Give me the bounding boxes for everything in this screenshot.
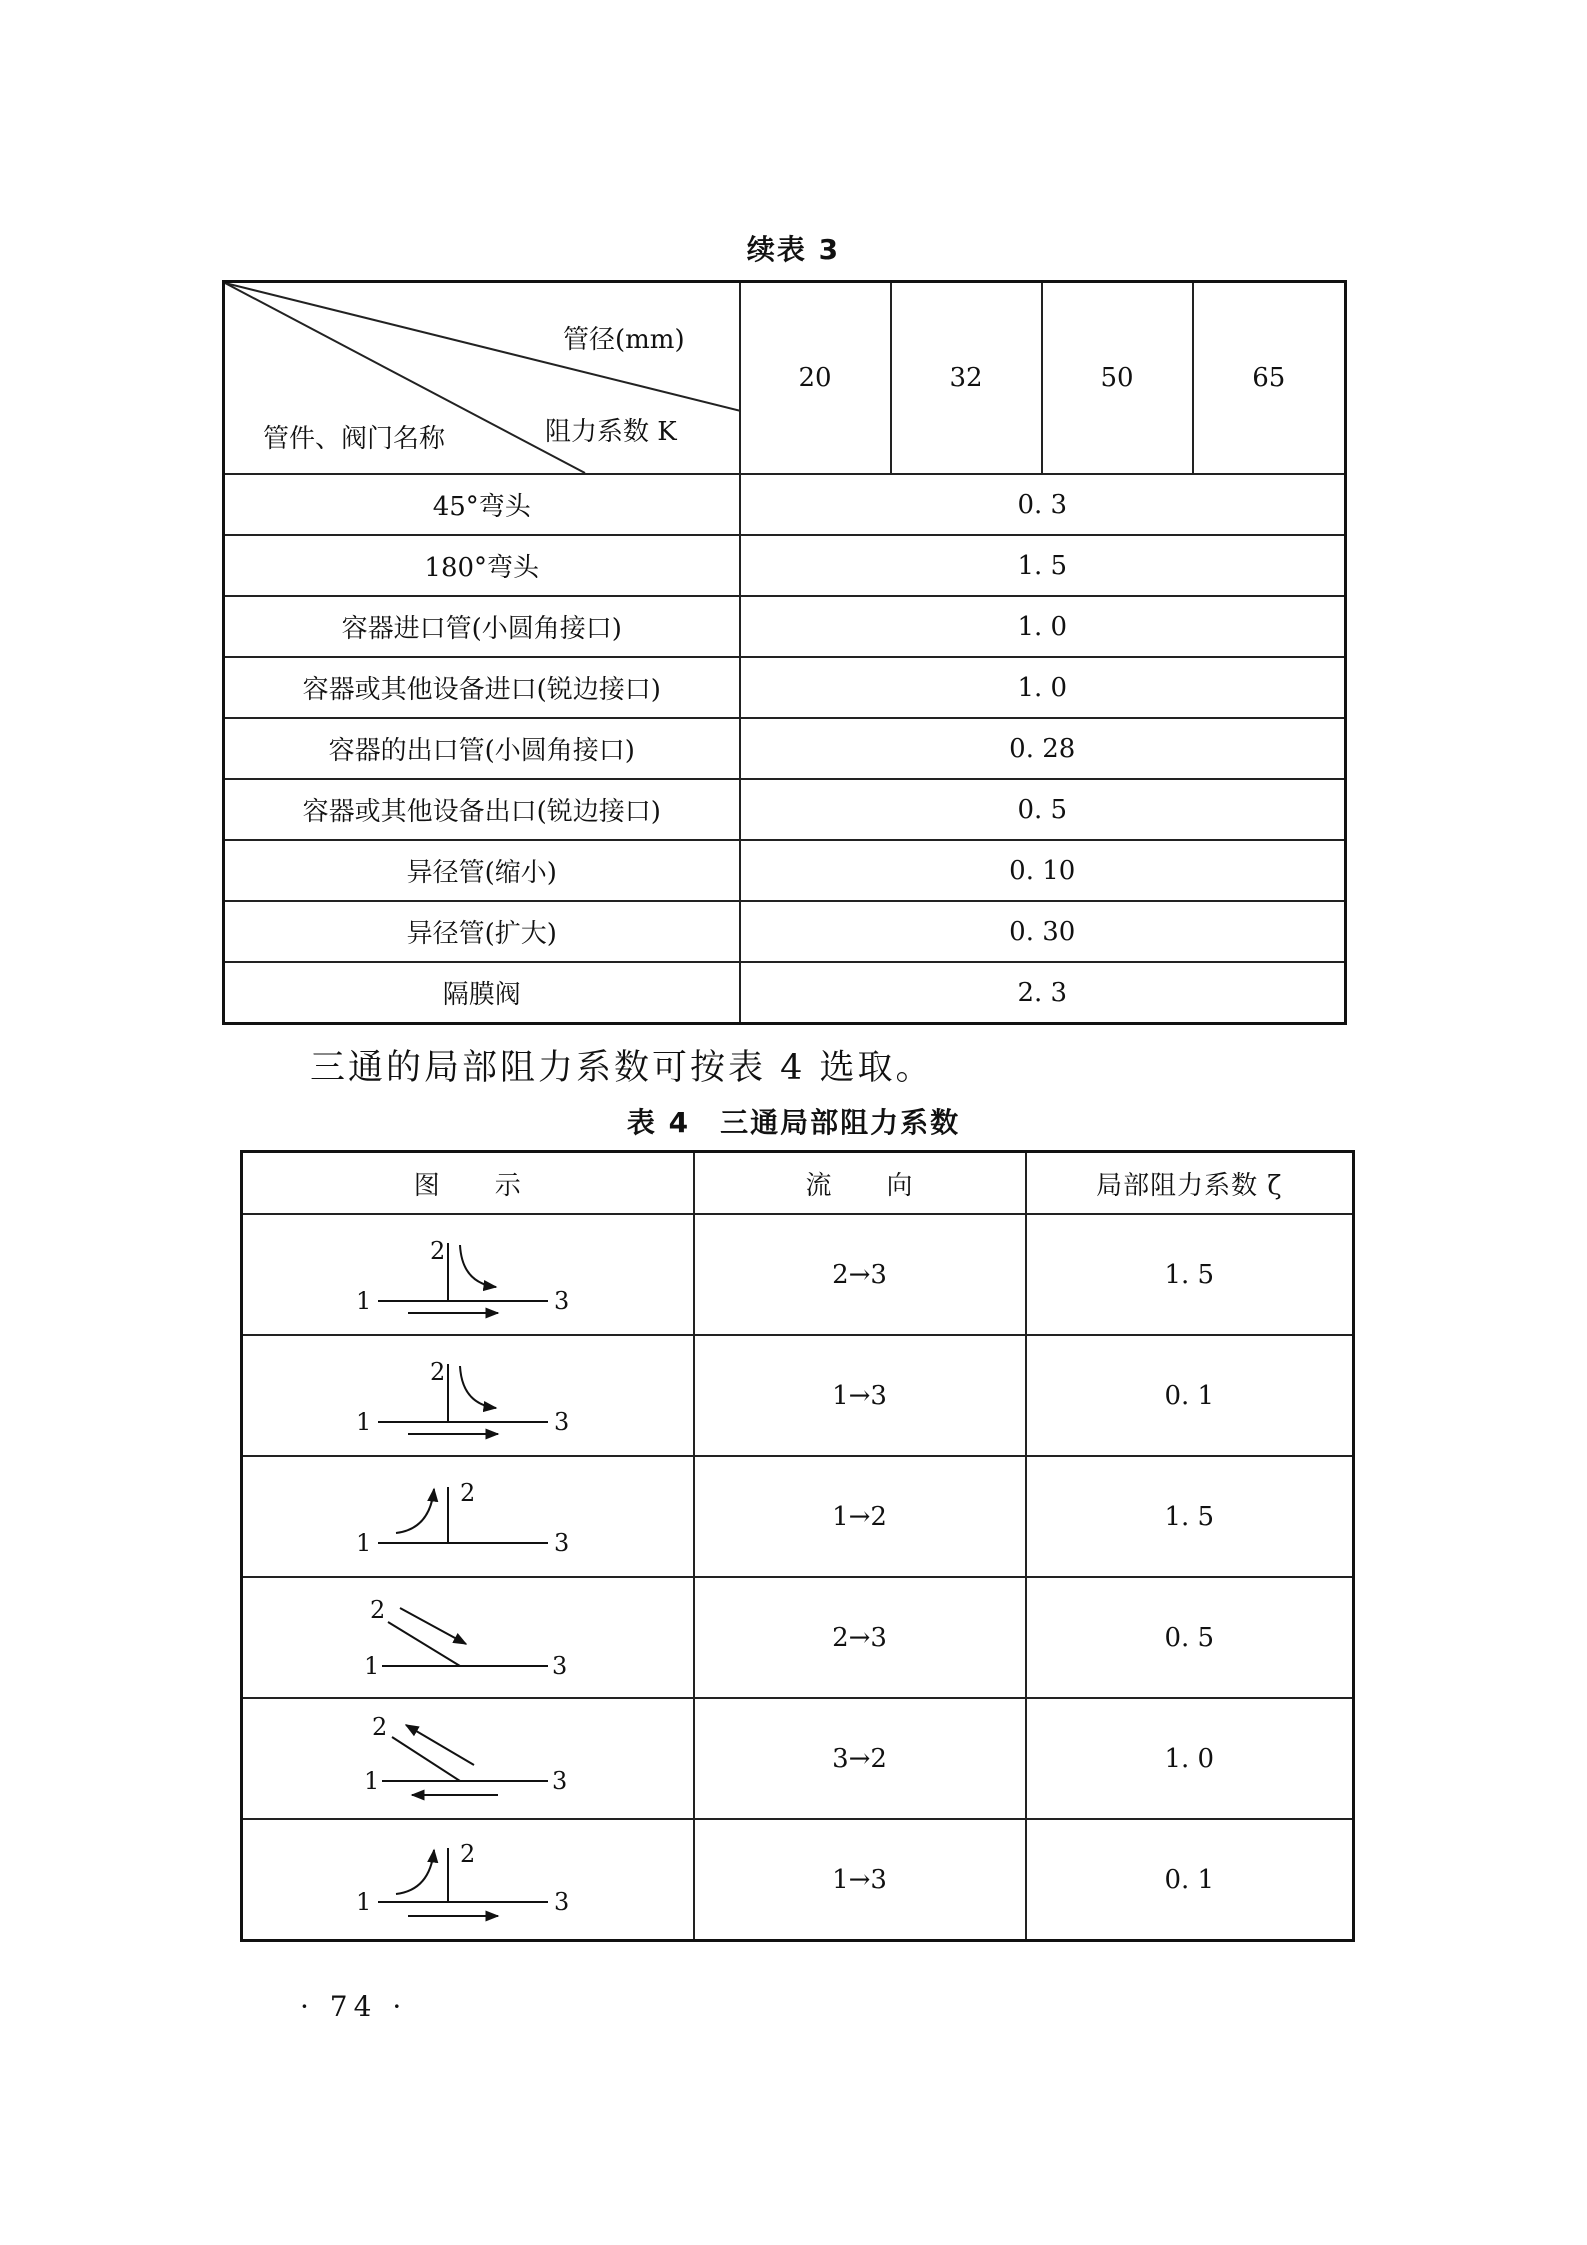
tee-diagram-icon [348,1709,588,1809]
tee-diagram-icon [348,1830,588,1930]
k-value: 0. 30 [740,901,1346,962]
k-value: 1. 5 [740,535,1346,596]
flow-direction: 1→2 [694,1456,1026,1577]
tee-diagram-icon [348,1225,588,1325]
header-coefficient: 局部阻力系数 ζ [1026,1152,1354,1215]
diameter-20: 20 [740,282,891,475]
diagram-cell [242,1698,694,1819]
table-row [242,1335,1354,1456]
fitting-name: 容器或其他设备进口(锐边接口) [224,657,740,718]
diagram-cell [242,1577,694,1698]
diameter-32: 32 [891,282,1042,475]
flow-direction: 3→2 [694,1698,1026,1819]
k-value: 2. 3 [740,962,1346,1024]
flow-direction: 1→3 [694,1335,1026,1456]
k-value: 0. 28 [740,718,1346,779]
tee-diagram-icon [348,1467,588,1567]
k-value: 1. 0 [740,596,1346,657]
table-row [224,657,1346,718]
flow-direction: 2→3 [694,1214,1026,1335]
fitting-name: 容器或其他设备出口(锐边接口) [224,779,740,840]
zeta-value: 1. 5 [1026,1214,1354,1335]
table-row [224,596,1346,657]
fitting-name: 容器的出口管(小圆角接口) [224,718,740,779]
table-row [224,474,1346,535]
zeta-value: 1. 5 [1026,1456,1354,1577]
table3-caption: 续表 3 [746,233,841,266]
label-3: 3 [553,1286,570,1315]
table-row [242,1214,1354,1335]
fitting-name: 异径管(扩大) [224,901,740,962]
label-3: 3 [551,1766,568,1795]
label-3: 3 [553,1887,570,1916]
table-row [242,1819,1354,1941]
diagram-cell [242,1335,694,1456]
k-value: 1. 0 [740,657,1346,718]
zeta-value: 0. 1 [1026,1819,1354,1941]
label-3: 3 [551,1651,568,1680]
label-1: 1 [355,1887,372,1916]
label-1: 1 [355,1407,372,1436]
page-number: · 74 · [300,1990,408,2023]
table-row [242,1577,1354,1698]
flow-direction: 1→3 [694,1819,1026,1941]
table-row [224,718,1346,779]
label-2: 2 [429,1357,446,1386]
label-2: 2 [371,1712,388,1741]
table-row [224,779,1346,840]
zeta-value: 0. 1 [1026,1335,1354,1456]
fitting-name: 容器进口管(小圆角接口) [224,596,740,657]
coefficient-label: 阻力系数 K [545,417,677,447]
header-flow: 流 向 [694,1152,1026,1215]
label-2: 2 [369,1595,386,1624]
k-value: 0. 5 [740,779,1346,840]
table-row [224,962,1346,1024]
label-1: 1 [355,1286,372,1315]
k-value: 0. 3 [740,474,1346,535]
diagram-cell [242,1456,694,1577]
fitting-name: 隔膜阀 [224,962,740,1024]
label-1: 1 [355,1528,372,1557]
table-row [224,535,1346,596]
fitting-name: 45°弯头 [224,474,740,535]
tee-diagram-icon [348,1346,588,1446]
flow-direction: 2→3 [694,1577,1026,1698]
fitting-name: 异径管(缩小) [224,840,740,901]
label-1: 1 [363,1651,380,1680]
diagram-cell [242,1214,694,1335]
k-value: 0. 10 [740,840,1346,901]
zeta-value: 1. 0 [1026,1698,1354,1819]
label-2: 2 [459,1478,476,1507]
header-diagram: 图 示 [242,1152,694,1215]
table4-caption: 表 4 三通局部阻力系数 [626,1106,961,1139]
table3 [222,280,1347,1025]
label-2: 2 [429,1236,446,1265]
tee-diagram-icon [348,1588,588,1688]
zeta-value: 0. 5 [1026,1577,1354,1698]
diameter-50: 50 [1042,282,1193,475]
table-row [242,1456,1354,1577]
table-row [224,840,1346,901]
name-label: 管件、阀门名称 [263,424,446,454]
table-row [242,1698,1354,1819]
label-3: 3 [553,1407,570,1436]
label-3: 3 [553,1528,570,1557]
table-row [224,901,1346,962]
label-2: 2 [459,1839,476,1868]
diagram-cell [242,1819,694,1941]
diameter-65: 65 [1193,282,1346,475]
fitting-name: 180°弯头 [224,535,740,596]
table3-header-diagonal-cell [224,282,740,475]
label-1: 1 [363,1766,380,1795]
table4 [240,1150,1355,1942]
diameter-label: 管径(mm) [563,325,685,355]
paragraph: 三通的局部阻力系数可按表 4 选取。 [310,1048,934,1088]
